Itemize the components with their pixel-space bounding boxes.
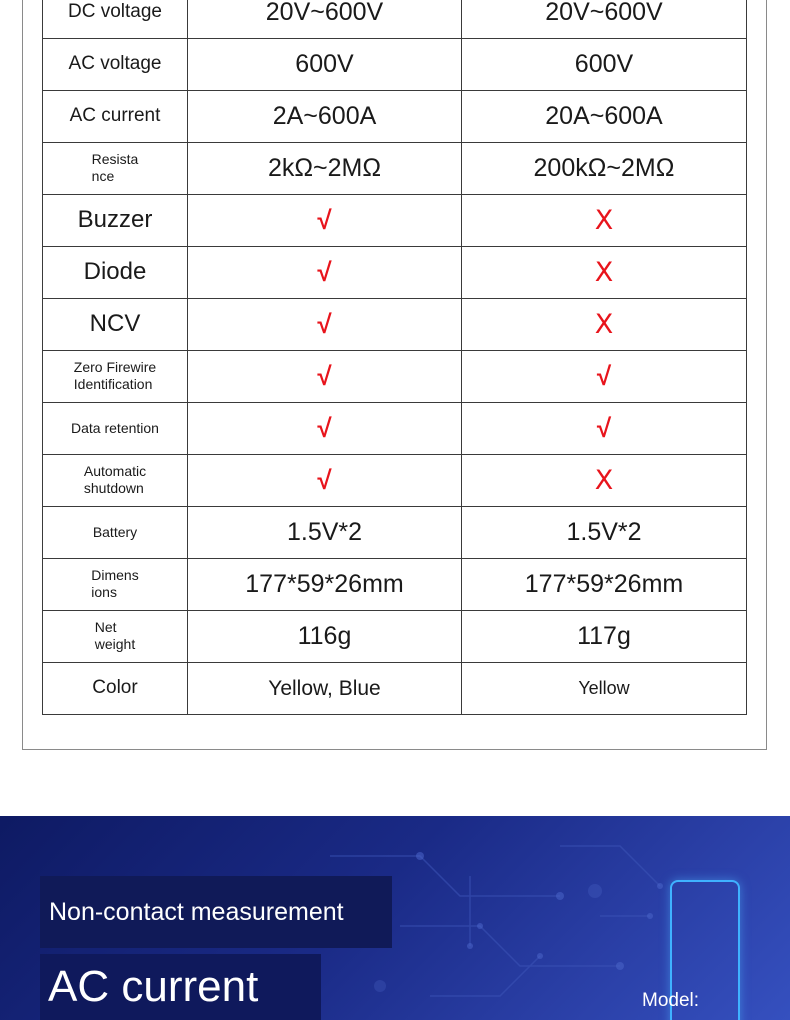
check-mark: √: [317, 361, 332, 391]
check-mark: √: [317, 205, 332, 235]
row-label: Diode: [43, 247, 188, 299]
cell-model-b: 200kΩ~2MΩ: [462, 143, 747, 195]
cell-model-b: Yellow: [462, 663, 747, 715]
label-line: Automatic: [83, 463, 147, 480]
row-label: AC voltage: [43, 39, 188, 91]
cross-mark: X: [594, 205, 614, 236]
table-row: [43, 611, 747, 663]
label-line: shutdown: [83, 479, 144, 496]
label-line: weight: [94, 635, 136, 652]
cell-model-a: 2kΩ~2MΩ: [188, 143, 462, 195]
label-line: nce: [91, 167, 115, 184]
label-line: Zero Firewire: [73, 359, 157, 376]
promo-banner: [0, 816, 790, 1020]
check-mark: √: [317, 413, 332, 443]
table-row: [43, 455, 747, 507]
cell-model-a: 177*59*26mm: [188, 559, 462, 611]
table-row: [43, 507, 747, 559]
cross-mark: X: [594, 257, 614, 288]
cell-model-a: 116g: [188, 611, 462, 663]
spec-table: [42, 0, 747, 715]
label-line: Dimens: [91, 567, 139, 584]
table-row: [43, 403, 747, 455]
cell-model-b: 117g: [462, 611, 747, 663]
check-mark: √: [317, 309, 332, 339]
cell-model-a: 20V~600V: [188, 0, 462, 39]
row-label: [43, 351, 188, 403]
table-row: [43, 663, 747, 715]
row-label: [43, 611, 188, 663]
table-row: [43, 559, 747, 611]
row-label: DC voltage: [43, 0, 188, 39]
table-row: [43, 39, 747, 91]
check-mark: √: [596, 413, 612, 443]
feature-tag: Non-contact measurement: [40, 876, 392, 948]
cell-model-b: 1.5V*2: [462, 507, 747, 559]
cross-mark: X: [594, 465, 614, 496]
table-row: [43, 351, 747, 403]
table-row: [43, 195, 747, 247]
cell-model-a: 2A~600A: [188, 91, 462, 143]
row-label: [43, 455, 188, 507]
check-mark: √: [317, 257, 332, 287]
cell-model-b: 20V~600V: [462, 0, 747, 39]
model-label: Model:: [642, 990, 700, 1011]
label-line: Identification: [73, 375, 153, 392]
banner-headline: AC current: [40, 954, 321, 1020]
table-row: [43, 247, 747, 299]
label-line: Resista: [91, 151, 139, 168]
cell-model-a: Yellow, Blue: [188, 663, 462, 715]
row-label: Battery: [43, 507, 188, 559]
table-row: [43, 299, 747, 351]
cell-model-a: 1.5V*2: [188, 507, 462, 559]
cell-model-b: 20A~600A: [462, 91, 747, 143]
check-mark: √: [596, 361, 612, 391]
table-row: [43, 0, 747, 39]
label-line: ions: [91, 583, 117, 600]
table-row: [43, 143, 747, 195]
row-label: Color: [43, 663, 188, 715]
check-mark: √: [317, 465, 332, 495]
cell-model-a: 600V: [188, 39, 462, 91]
row-label: Buzzer: [43, 195, 188, 247]
row-label: AC current: [43, 91, 188, 143]
row-label: Data retention: [43, 403, 188, 455]
label-line: Net: [94, 619, 117, 636]
cell-model-b: 600V: [462, 39, 747, 91]
row-label: [43, 143, 188, 195]
cell-model-b: 177*59*26mm: [462, 559, 747, 611]
cross-mark: X: [594, 309, 614, 340]
table-row: [43, 91, 747, 143]
row-label: [43, 559, 188, 611]
row-label: NCV: [43, 299, 188, 351]
